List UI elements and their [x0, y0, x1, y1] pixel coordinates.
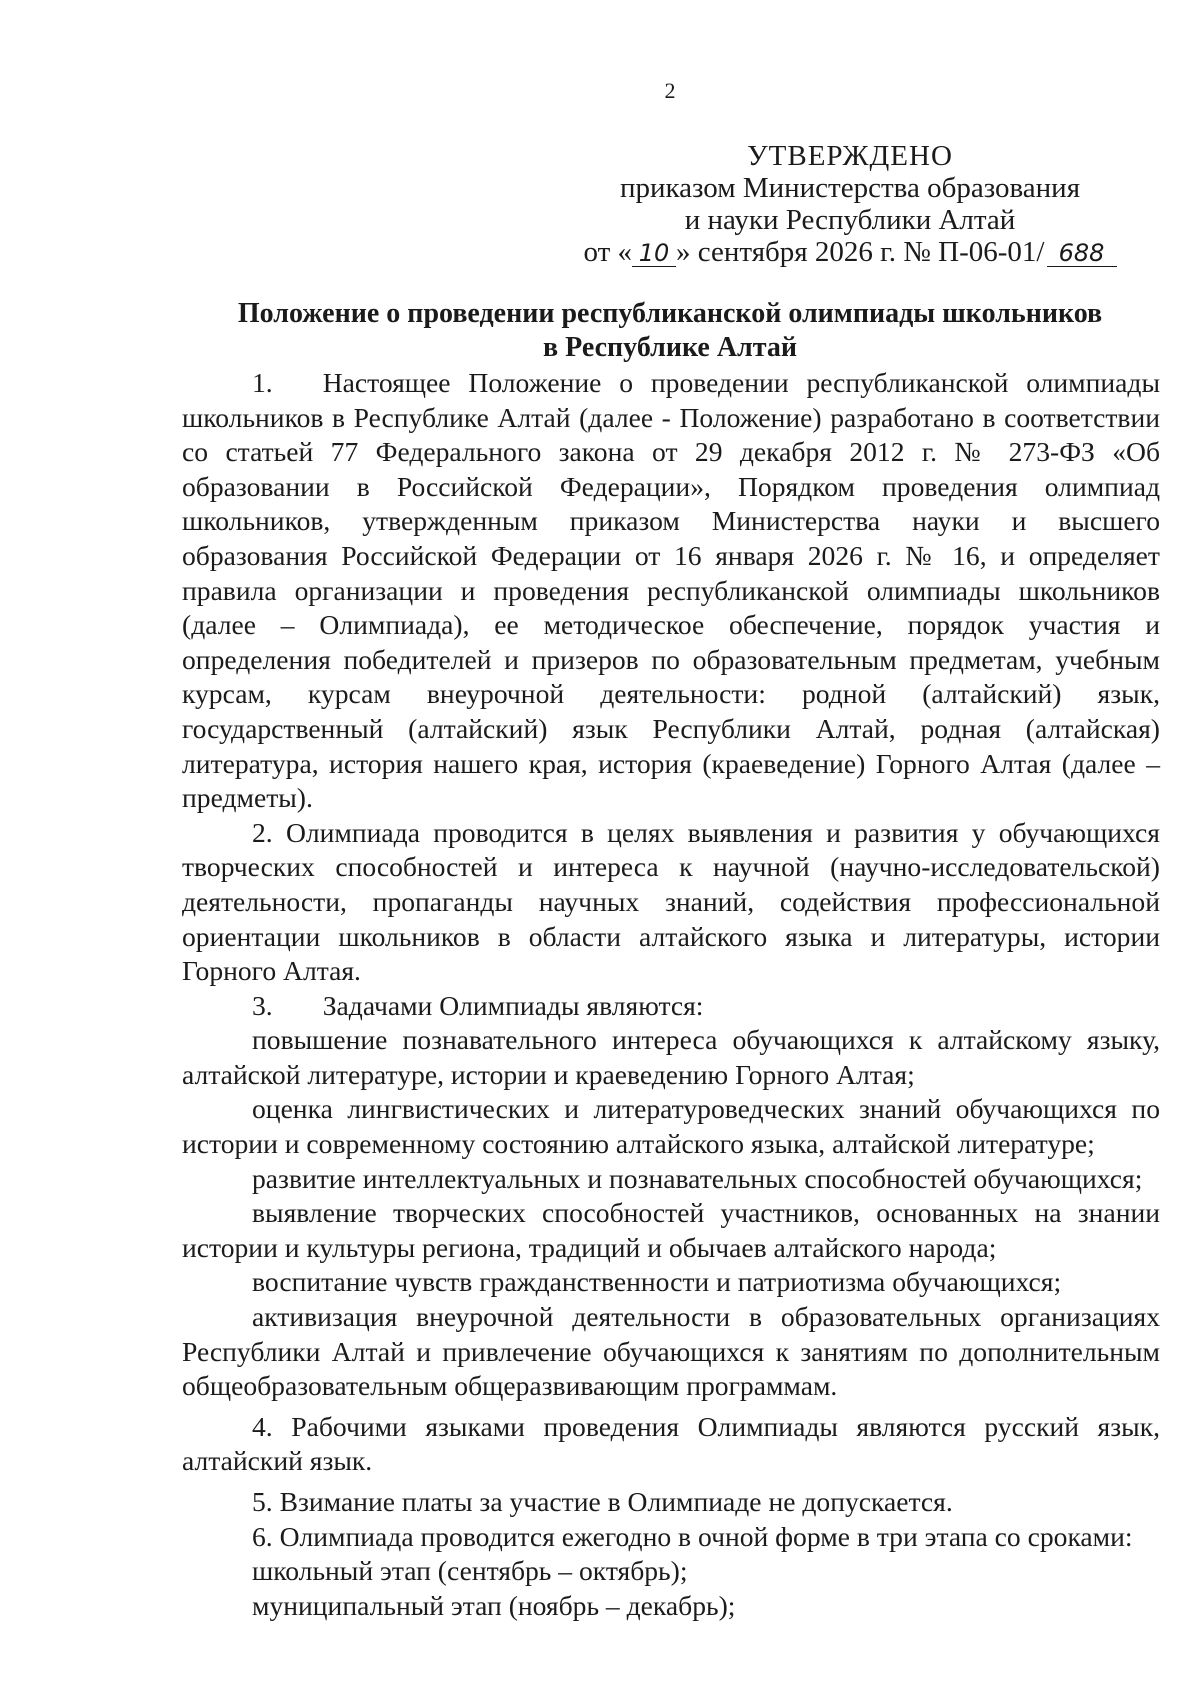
paragraph-4: 4. Рабочими языками проведения Олимпиады являются русский язык, алтайский язык. — [182, 1410, 1160, 1477]
paragraph-5: 5. Взимание платы за участие в Олимпиаде не допускается. — [252, 1486, 953, 1517]
handwritten-day: 10 — [632, 240, 676, 267]
approval-block — [560, 140, 1140, 268]
document-title — [180, 297, 1160, 365]
title-line-1: Положение о проведении республиканской олимпиады школьников — [237, 298, 1103, 329]
approval-line-1: приказом Министерства образования — [619, 172, 1081, 204]
approval-line-2: и науки Республики Алтай — [684, 204, 1016, 236]
paragraph-1 — [182, 366, 1160, 816]
approval-date-line — [560, 236, 1140, 268]
task-item-5: воспитание чувств гражданственности и патриотизма обучающихся; — [252, 1266, 1062, 1298]
page-number: 2 — [664, 78, 676, 103]
stage-item-1: школьный этап (сентябрь – октябрь); — [252, 1555, 688, 1587]
date-prefix: от « — [583, 236, 633, 268]
paragraph-2: 2. Олимпиада проводится в целях выявления и развития у обучающихся творческих способностей и интереса к научной (научно-исследовательской) деятельности, пропаганды научных знаний, содействия профессиональной ориентации школьников в области алтайского языка и литературы, истории Горного Алтая. — [182, 816, 1160, 987]
stage-item-2: муниципальный этап (ноябрь – декабрь); — [252, 1589, 736, 1621]
approval-title: УТВЕРЖДЕНО — [747, 140, 953, 172]
date-suffix: » сентября 2026 г. № П-06-01/ — [676, 236, 1045, 268]
document-body — [182, 366, 1160, 1623]
paragraph-6: 6. Олимпиада проводится ежегодно в очной форме в три этапа со сроками: — [252, 1520, 1133, 1552]
title-line-2: в Республике Алтай — [543, 332, 797, 363]
paragraph-1-text: Настоящее Положение о проведении республиканской олимпиады школьников в Республике Алтай (далее - Положение) разработано в соответствии со статьей 77 Федерального закона от 29 декабря 2012 г. № 273-ФЗ «Об образовании в Российской Федерации», Порядком проведения олимпиад школьников, утвержденным приказом Министерства науки и высшего образования Российской Федерации от 16 января 2026 г. № 16, и определяет правила организации и проведения республиканской олимпиады школьников (далее – Олимпиада), ее методическое обеспечение, порядок участия и определения победителей и призеров по образовательным предметам, учебным курсам, курсам внеурочной деятельности: родной (алтайский) язык, государственный (алтайский) язык Республики Алтай, родная (алтайская) литература, история нашего края, история (краеведение) Горного Алтая (далее – предметы). — [182, 367, 1160, 814]
task-item-4: выявление творческих способностей участников, основанных на знании истории и культуры региона, традиций и обычаев алтайского народа; — [182, 1197, 1160, 1263]
task-item-3: развитие интеллектуальных и познавательных способностей обучающихся; — [252, 1162, 1143, 1194]
task-item-6: активизация внеурочной деятельности в образовательных организациях Республики Алтай и привлечение обучающихся к занятиям по дополнительным общеобразовательным общеразвивающим программам. — [182, 1301, 1160, 1402]
handwritten-order-number: 688 — [1047, 240, 1117, 267]
paragraph-1-number: 1. — [252, 367, 273, 398]
task-item-2: оценка лингвистических и литературоведческих знаний обучающихся по истории и современному состоянию алтайского языка, алтайской литературе; — [182, 1093, 1160, 1160]
paragraph-3-text: Задачами Олимпиады являются: — [322, 989, 704, 1021]
paragraph-3-number: 3. — [252, 989, 273, 1021]
task-item-1: повышение познавательного интереса обучающихся к алтайскому языку, алтайской литературе, истории и краеведению Горного Алтая; — [182, 1024, 1160, 1090]
paragraph-3 — [182, 989, 1160, 1024]
